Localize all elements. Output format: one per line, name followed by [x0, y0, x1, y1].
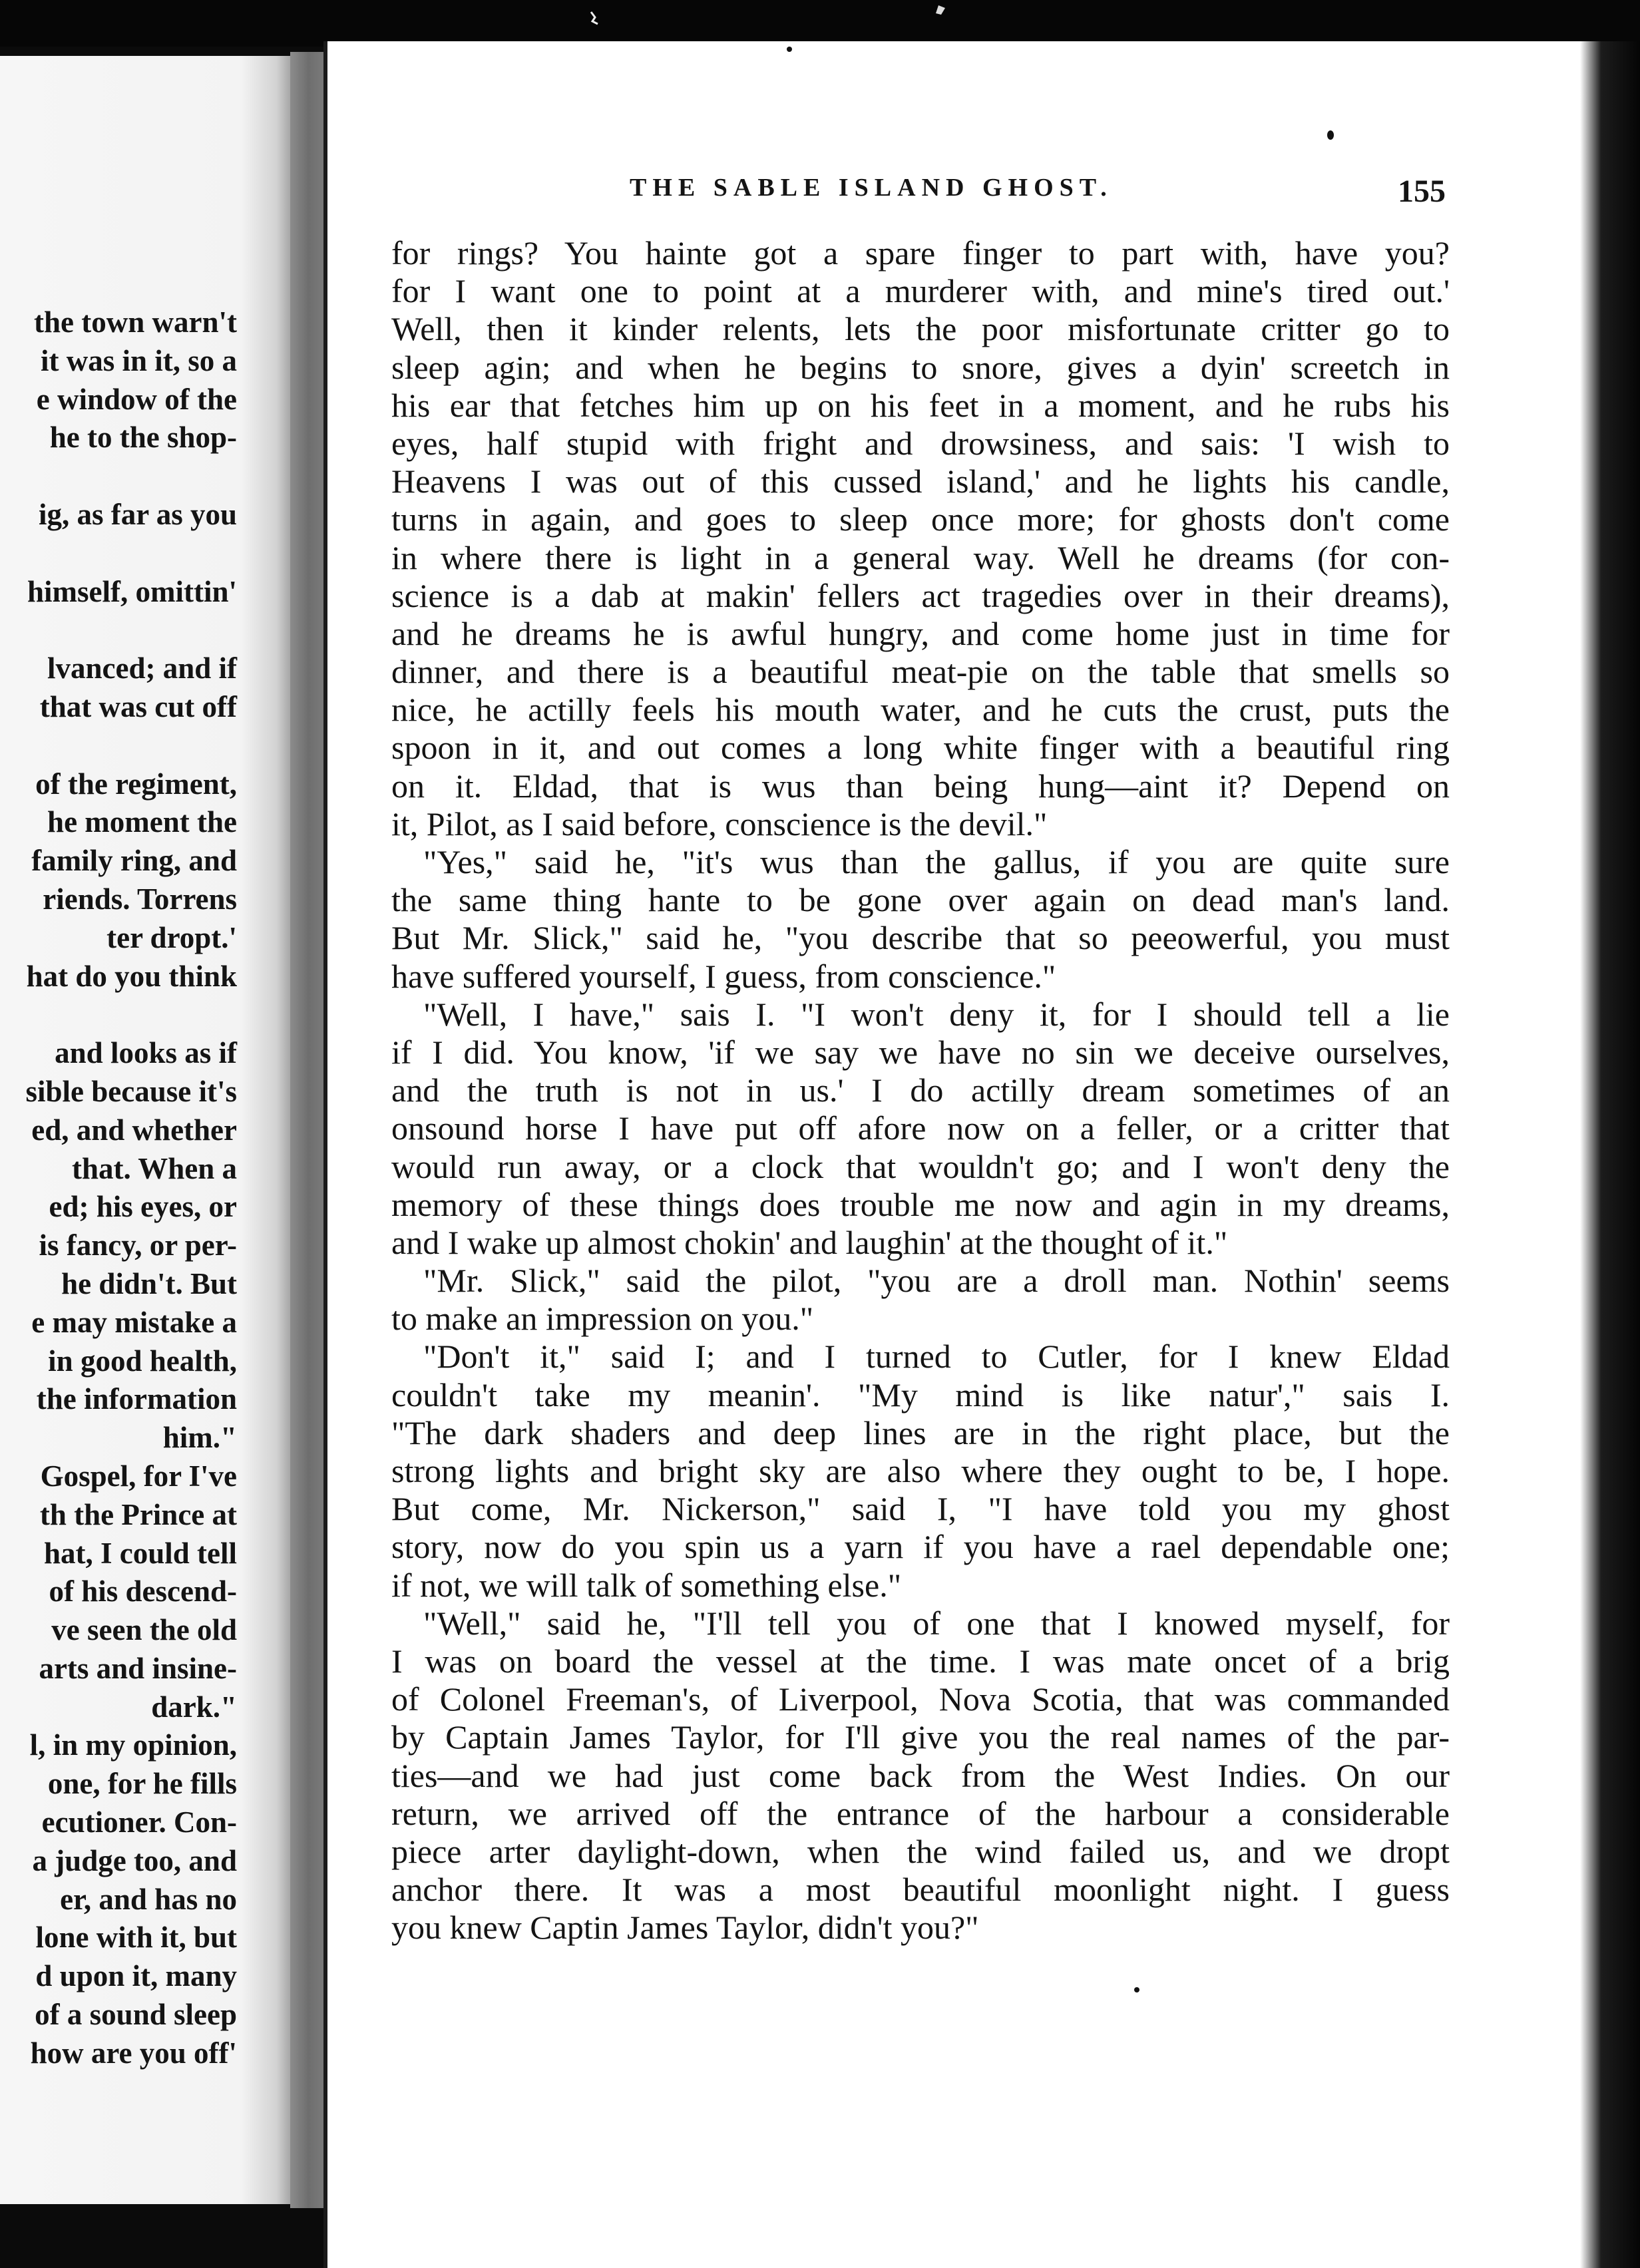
page-number: 155 [1398, 174, 1446, 209]
text-line: But Mr. Slick," said he, "you describe that so peeowerful, you must [391, 919, 1450, 957]
left-page-line: ig, as far as you [39, 497, 237, 531]
text-line: it, Pilot, as I said before, conscience is the devil." [391, 805, 1048, 843]
left-page-line: he to the shop- [49, 421, 237, 455]
left-page-line: arts and insine- [39, 1651, 237, 1685]
text-line: "Don't it," said I; and I turned to Cutler, for I knew Eldad [423, 1338, 1450, 1376]
text-line: of Colonel Freeman's, of Liverpool, Nova Scotia, that was commanded [391, 1680, 1450, 1718]
left-page-line: d upon it, many [35, 1959, 237, 1993]
left-page-line: is fancy, or per- [39, 1228, 237, 1262]
left-page-line: of the regiment, [35, 767, 237, 801]
left-page-line [0, 727, 237, 765]
text-line: and I wake up almost chokin' and laughin' at the thought of it." [391, 1223, 1228, 1261]
text-line: for rings? You hainte got a spare finger to part with, have you? [391, 234, 1450, 272]
text-line: have suffered yourself, I guess, from conscience." [391, 957, 1056, 995]
left-page-line: in good health, [48, 1344, 237, 1378]
text-line: to make an impression on you." [391, 1300, 814, 1338]
left-page-line: hat do you think [26, 959, 237, 993]
left-page-line: lvanced; and if [47, 652, 237, 685]
running-head: THE SABLE ISLAND GHOST. [630, 174, 1113, 202]
scan-border-right [1580, 41, 1640, 2268]
left-page-line: dark." [151, 1690, 237, 1724]
text-line: "Mr. Slick," said the pilot, "you are a droll man. Nothin' seems [423, 1262, 1450, 1300]
scan-specks [0, 0, 1640, 47]
left-page-line: riends. Torrens [43, 882, 237, 916]
left-page-line: ter dropt.' [106, 920, 237, 954]
left-page-line: er, and has no [60, 1882, 237, 1916]
text-line: on it. Eldad, that is wus than being hung—aint it? Depend on [391, 767, 1450, 805]
left-page-line: he didn't. But [61, 1266, 237, 1300]
ink-speck [1134, 1987, 1139, 1992]
text-line: if I did. You know, 'if we say we have no sin we deceive ourselves, [391, 1033, 1450, 1071]
text-line: piece arter daylight-down, when the wind failed us, and we dropt [391, 1832, 1450, 1870]
text-line: return, we arrived off the entrance of the harbour a considerable [391, 1794, 1450, 1832]
text-line: if not, we will talk of something else." [391, 1566, 902, 1604]
left-page-line: one, for he fills [47, 1767, 237, 1801]
text-line: Well, then it kinder relents, lets the poor misfortunate critter go to [391, 310, 1450, 348]
left-page-line: of a sound sleep [35, 1998, 237, 2032]
text-line: story, now do you spin us a yarn if you have a rael dependable one; [391, 1528, 1450, 1566]
left-page-line: the information [36, 1382, 237, 1416]
left-page-line: Gospel, for I've [40, 1459, 237, 1493]
text-line: science is a dab at makin' fellers act tragedies over in their dreams), [391, 576, 1450, 614]
left-page-line: e window of the [36, 382, 237, 416]
text-line: and the truth is not in us.' I do actilly dream sometimes of an [391, 1071, 1450, 1109]
left-page-line: and looks as if [55, 1036, 237, 1070]
text-line: by Captain James Taylor, for I'll give you the real names of the par- [391, 1718, 1450, 1756]
text-line: his ear that fetches him up on his feet in a moment, and he rubs his [391, 386, 1450, 424]
left-page-line: how are you off' [30, 2036, 237, 2070]
left-facing-page [0, 56, 294, 2204]
text-line: in where there is light in a general way. Well he dreams (for con- [391, 538, 1450, 576]
text-line: memory of these things does trouble me now and agin in my dreams, [391, 1185, 1450, 1223]
left-page-line: l, in my opinion, [29, 1728, 237, 1762]
text-line: "Well," said he, "I'll tell you of one that I knowed myself, for [423, 1604, 1450, 1642]
left-page-text [0, 303, 237, 2073]
left-page-line: ed; his eyes, or [49, 1190, 237, 1224]
left-page-line: himself, omittin' [27, 574, 237, 608]
text-line: for I want one to point at a murderer with, and mine's tired out.' [391, 272, 1450, 310]
left-page-line: that was cut off [39, 689, 237, 723]
left-page-line: ve seen the old [51, 1613, 237, 1647]
text-line: anchor there. It was a most beautiful moonlight night. I guess [391, 1871, 1450, 1909]
text-line: Heavens I was out of this cussed island,' and he lights his candle, [391, 463, 1450, 500]
left-page-line [0, 996, 237, 1034]
ink-speck [787, 47, 792, 52]
ink-speck [1327, 130, 1334, 140]
text-line: turns in again, and goes to sleep once more; for ghosts don't come [391, 500, 1450, 538]
text-line: "The dark shaders and deep lines are in the right place, but the [391, 1414, 1450, 1451]
text-line: ties—and we had just come back from the West Indies. On our [391, 1756, 1450, 1794]
text-line: you knew Captin James Taylor, didn't you?" [391, 1909, 979, 1947]
text-line: couldn't take my meanin'. "My mind is like natur'," sais I. [391, 1376, 1450, 1414]
left-page-line: that. When a [72, 1151, 237, 1185]
text-line: I was on board the vessel at the time. I was mate oncet of a brig [391, 1642, 1450, 1680]
text-line: "Well, I have," sais I. "I won't deny it, for I should tell a lie [423, 995, 1450, 1033]
text-line: and he dreams he is awful hungry, and come home just in time for [391, 614, 1450, 652]
left-page-line [0, 534, 237, 573]
left-page-line: hat, I could tell [43, 1536, 237, 1570]
text-line: But come, Mr. Nickerson," said I, "I have told you my ghost [391, 1490, 1450, 1528]
left-page-line: ed, and whether [31, 1113, 237, 1147]
left-page-line: sible because it's [25, 1074, 237, 1108]
text-line: sleep agin; and when he begins to snore, gives a dyin' screetch in [391, 348, 1450, 386]
text-line: the same thing hante to be gone over again on dead man's land. [391, 881, 1450, 919]
left-page-line: the town warn't [34, 305, 237, 339]
text-line: onsound horse I have put off afore now on a feller, or a critter that [391, 1109, 1450, 1147]
left-page-line: he moment the [47, 805, 237, 839]
text-line: eyes, half stupid with fright and drowsiness, and sais: 'I wish to [391, 424, 1450, 462]
body-text [391, 234, 1450, 1947]
text-line: nice, he actilly feels his mouth water, and he cuts the crust, puts the [391, 691, 1450, 729]
left-page-line: a judge too, and [32, 1843, 237, 1877]
left-page-line: th the Prince at [39, 1497, 237, 1531]
text-line: "Yes," said he, "it's wus than the gallus, if you are quite sure [423, 843, 1450, 880]
left-page-line: him." [162, 1421, 237, 1455]
left-page-line [0, 611, 237, 650]
text-line: dinner, and there is a beautiful meat-pie on the table that smells so [391, 653, 1450, 691]
left-page-line [0, 457, 237, 496]
left-page-line: it was in it, so a [40, 343, 237, 377]
left-page-line: ecutioner. Con- [41, 1805, 237, 1839]
text-line: strong lights and bright sky are also where they ought to be, I hope. [391, 1452, 1450, 1489]
left-page-line: e may mistake a [31, 1305, 237, 1339]
text-line: spoon in it, and out comes a long white finger with a beautiful ring [391, 729, 1450, 767]
left-page-line: lone with it, but [35, 1921, 237, 1955]
left-page-line: of his descend- [49, 1575, 237, 1608]
text-line: would run away, or a clock that wouldn't go; and I won't deny the [391, 1147, 1450, 1185]
left-page-line: family ring, and [31, 844, 237, 878]
